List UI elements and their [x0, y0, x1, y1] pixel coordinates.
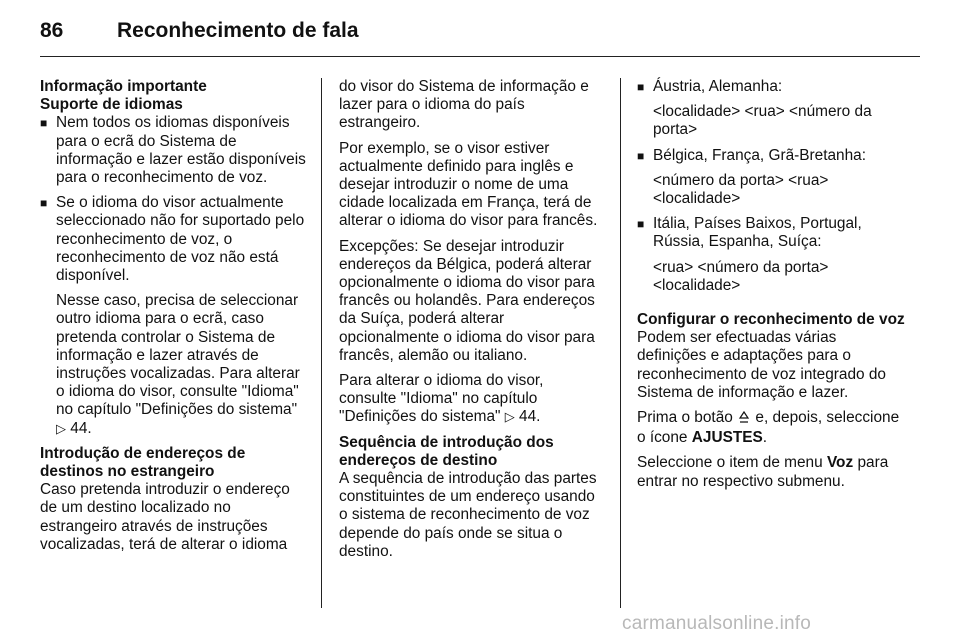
address-format: <localidade> <rua> <número da porta> — [653, 103, 872, 139]
list-item: ■ Nem todos os idiomas disponíveis para o ecrã do Sistema de informação e lazer estão disponíveis para o reconhecimento de voz. — [40, 114, 306, 187]
column-divider — [620, 78, 621, 608]
list-item: ■ Áustria, Alemanha: — [637, 78, 907, 96]
page-reference-icon: ▷ — [56, 420, 66, 436]
list-item: ■ Itália, Países Baixos, Portugal, Rússia, Espanha, Suíça: — [637, 215, 907, 251]
settings-button-icon — [737, 410, 751, 429]
section-heading: Informação importante — [40, 78, 207, 95]
column-divider — [321, 78, 322, 608]
address-format: <rua> <número da porta> <localidade> — [653, 258, 829, 294]
paragraph: do visor do Sistema de informação e lazer para o idioma do país estrangeiro. — [339, 78, 589, 132]
page-reference: 44. — [519, 408, 541, 426]
column-2 — [339, 78, 605, 561]
paragraph: Excepções: Se desejar introduzir endereços da Bélgica, poderá alterar opcionalmente o idioma do visor para francês ou holandês. Para endereços da Suíça, poderá alterar opcionalmente o idioma do visor para francês, alemão ou italiano. — [339, 237, 595, 364]
paragraph: Podem ser efectuadas várias definições e adaptações para o reconhecimento de voz integrado do Sistema de informação e lazer. — [637, 329, 886, 401]
paragraph: Para alterar o idioma do visor, consulte "Idioma" no capítulo "Definições do sistema" ▷ 44. — [339, 372, 544, 426]
menu-item-label: Voz — [826, 454, 854, 472]
column-3 — [637, 78, 907, 498]
watermark: carmanualsonline.info — [622, 613, 812, 634]
section-heading: Introdução de endereços de destinos no estrangeiro — [40, 444, 246, 481]
page-title: Reconhecimento de fala — [117, 19, 359, 42]
page-reference: 44. — [70, 419, 92, 437]
section-heading: Sequência de introdução dos endereços de destino — [339, 433, 554, 469]
paragraph: Por exemplo, se o visor estiver actualmente definido para inglês e desejar introduzir o nome de uma cidade localizada em França, terá de alterar o idioma do visor para francês. — [339, 139, 598, 230]
paragraph: Seleccione o item de menu Voz para entrar no respectivo submenu. — [637, 454, 889, 490]
page-reference-icon: ▷ — [504, 409, 515, 425]
address-format: <número da porta> <rua> <localidade> — [653, 171, 829, 208]
paragraph: Caso pretenda introduzir o endereço de um destino localizado no estrangeiro através de instruções vocalizadas, terá de alterar o idioma — [40, 481, 290, 553]
settings-label: AJUSTES — [691, 429, 763, 447]
list-item: ■ Bélgica, França, Grã-Bretanha: — [637, 147, 907, 165]
column-1 — [40, 78, 306, 554]
section-subheading: Suporte de idiomas — [40, 96, 183, 114]
section-heading: Configurar o reconhecimento de voz — [637, 311, 905, 329]
list-item: ■ Se o idioma do visor actualmente seleccionado não for suportado pelo reconhecimento de voz, o reconhecimento de voz não está disponível. — [40, 194, 306, 285]
list-item-continuation: Nesse caso, precisa de seleccionar outro idioma para o ecrã, caso pretenda controlar o Sistema de informação e lazer através de instruções vocalizadas. Para alterar o idioma do visor, consulte "Idioma" no capítulo "Definições do sistema" ▷ 44. — [56, 292, 300, 437]
page-number: 86 — [40, 19, 64, 42]
page-header — [40, 14, 920, 57]
paragraph: Prima o botão e, depois, seleccione o ícone AJUSTES. — [637, 409, 900, 447]
paragraph: A sequência de introdução das partes constituintes de um endereço usando o sistema de reconhecimento de voz depende do país onde se situa o destino. — [339, 470, 597, 560]
